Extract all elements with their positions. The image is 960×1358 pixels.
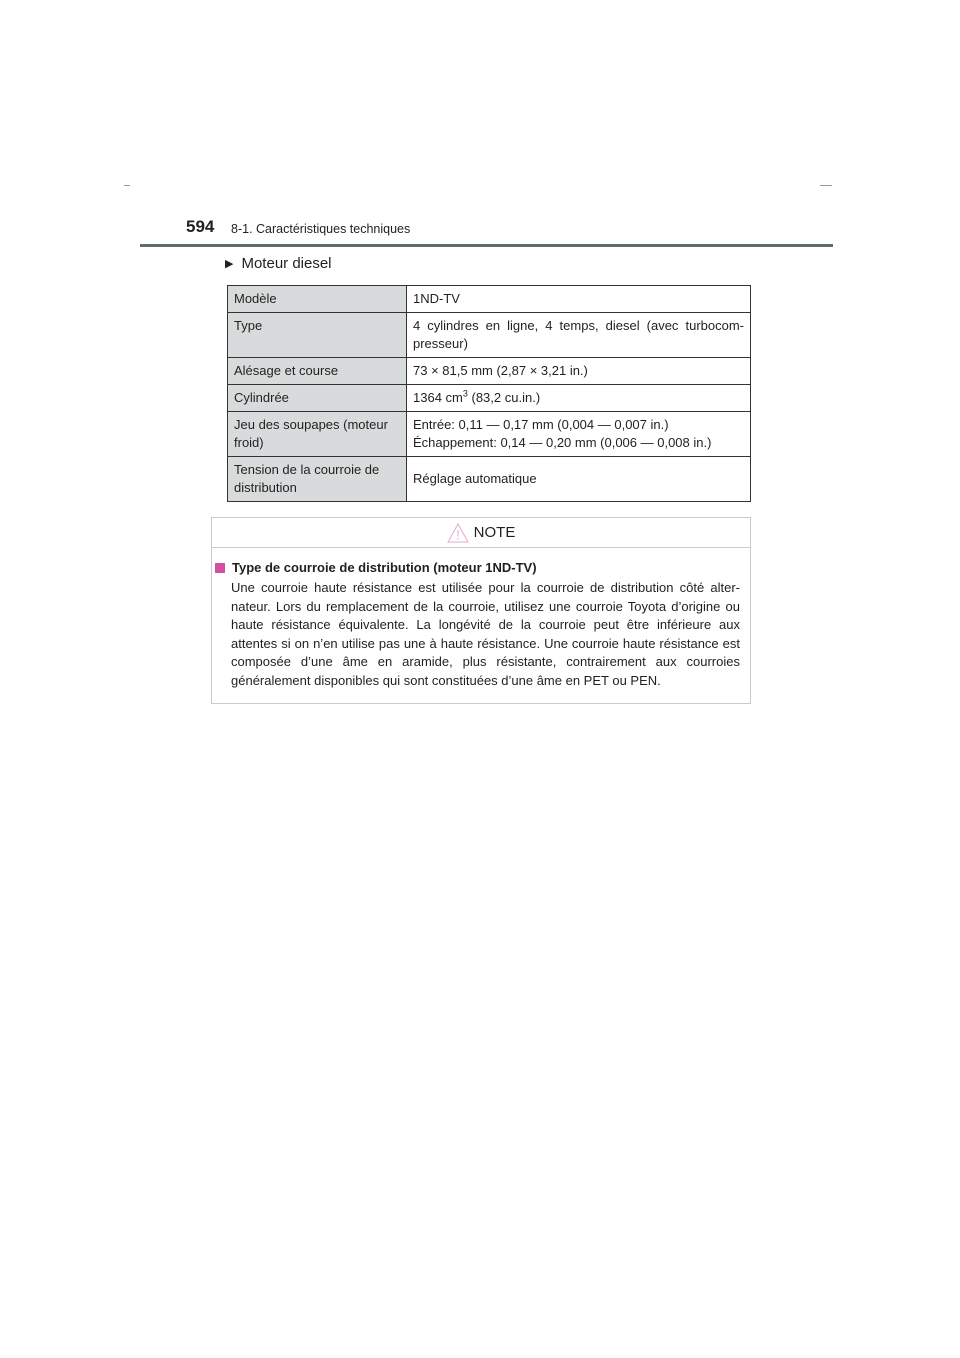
table-row <box>228 313 751 358</box>
row-label: Alésage et course <box>228 358 407 385</box>
subheading <box>225 255 332 272</box>
row-label: Jeu des soupapes (moteur froid) <box>228 412 407 457</box>
note-body <box>212 548 750 690</box>
row-label: Cylindrée <box>228 385 407 412</box>
table-row <box>228 286 751 313</box>
crop-mark-left <box>124 185 130 186</box>
table-row <box>228 457 751 502</box>
specs-table <box>227 285 751 502</box>
square-bullet-icon <box>215 563 225 573</box>
row-label: Modèle <box>228 286 407 313</box>
note-box <box>211 517 751 704</box>
value-superscript: 3 <box>462 388 468 399</box>
row-value: 4 cylindres en ligne, 4 temps, diesel (avec turbocom-presseur) <box>407 313 751 358</box>
table-row <box>228 358 751 385</box>
page-number: 594 <box>186 217 215 236</box>
row-value: 1ND-TV <box>407 286 751 313</box>
row-label: Tension de la courroie de distribution <box>228 457 407 502</box>
value-line-intake: Entrée: 0,11 — 0,17 mm (0,004 — 0,007 in.) <box>413 417 669 432</box>
row-label: Type <box>228 313 407 358</box>
warning-triangle-icon <box>447 523 469 543</box>
subheading-text: Moteur diesel <box>241 255 332 272</box>
value-line-exhaust: Échappement: 0,14 — 0,20 mm (0,006 — 0,008 in.) <box>413 435 712 450</box>
value-prefix: 1364 cm <box>413 390 463 405</box>
table-row <box>228 385 751 412</box>
table-row <box>228 412 751 457</box>
section-title: 8-1. Caractéristiques techniques <box>231 222 411 236</box>
note-title: NOTE <box>473 524 516 541</box>
note-header <box>212 518 750 548</box>
row-value <box>407 385 751 412</box>
row-value: Réglage automatique <box>407 457 751 502</box>
arrow-right-icon: ▶ <box>225 258 234 270</box>
note-item-title <box>215 560 740 575</box>
row-value: 73 × 81,5 mm (2,87 × 3,21 in.) <box>407 358 751 385</box>
crop-mark-right <box>820 185 832 186</box>
header-rule <box>140 244 833 247</box>
note-text: Une courroie haute résistance est utilisée pour la courroie de distribution côté alter-nateur. Lors du remplacement de la courroie, utilisez une courroie Toyota d’origine ou haute résistance équivalente. La longévité de la courroie peut être inférieure aux attentes si on n’en utilise pas une à haute résistance. Une courroie haute résistance est composée d’une âme en aramide, plus résistante, contrairement aux courroies généralement disponibles qui sont constituées d’une âme en PET ou PEN. <box>231 580 740 688</box>
note-item-title-text: Type de courroie de distribution (moteur 1ND-TV) <box>232 560 537 575</box>
row-value <box>407 412 751 457</box>
value-suffix: (83,2 cu.in.) <box>467 390 541 405</box>
